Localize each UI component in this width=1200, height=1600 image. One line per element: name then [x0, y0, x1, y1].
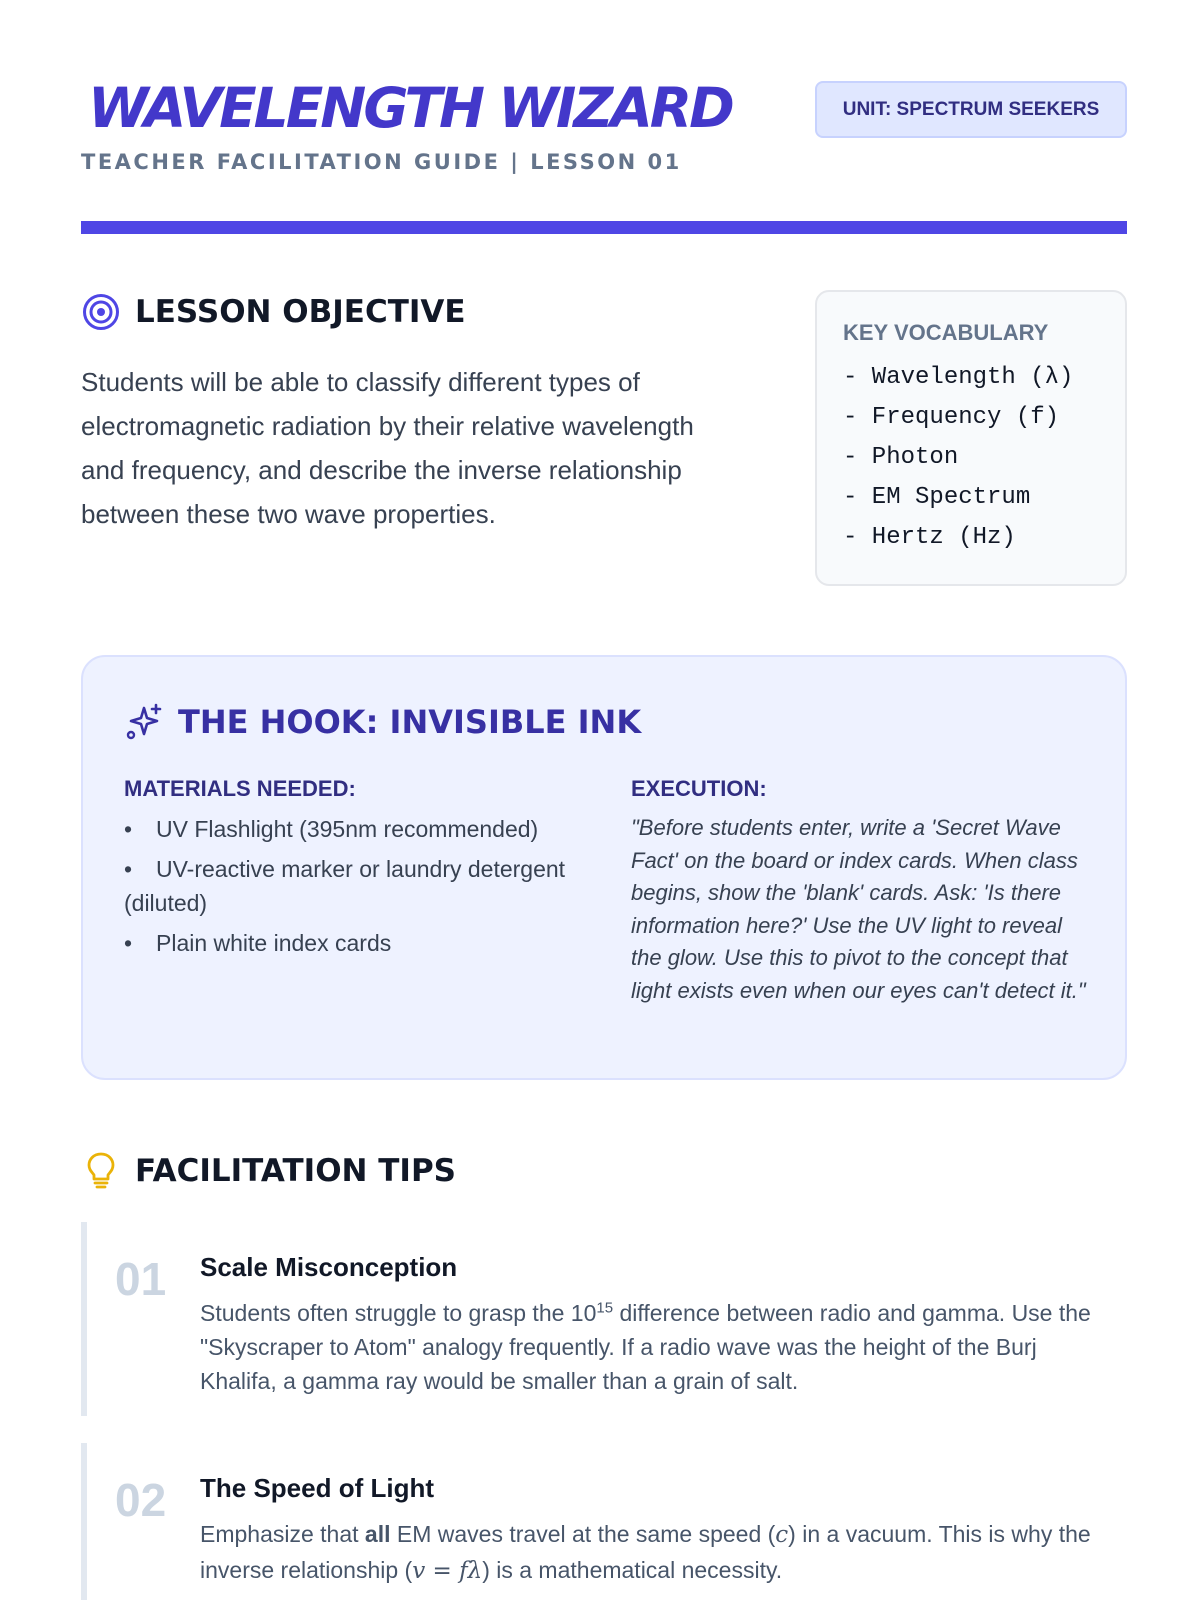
- objective-heading: [81, 292, 466, 332]
- sparkles-icon: [124, 702, 164, 742]
- objective-text: Students will be able to classify different types of electromagnetic radiation by their relative wavelength and frequency, and describe the inverse relationship between these two wave properties.: [81, 367, 694, 529]
- vocabulary-title: KEY VOCABULARY: [843, 320, 1049, 345]
- vocabulary-item: - Frequency (f): [843, 404, 1060, 431]
- materials-item: • UV-reactive marker or laundry detergent (diluted): [124, 852, 594, 920]
- vocabulary-item: - EM Spectrum: [843, 484, 1031, 511]
- vocabulary-item: - Hertz (Hz): [843, 524, 1016, 551]
- tip-title: Scale Misconception: [200, 1252, 458, 1282]
- execution-label: EXECUTION:: [631, 776, 767, 801]
- tip-body: Emphasize that all EM waves travel at the same speed (c) in a vacuum. This is why the inverse relationship (v = fλ) is a mathematical necessity.: [200, 1521, 1091, 1584]
- materials-label: MATERIALS NEEDED:: [124, 776, 356, 801]
- hook-heading-text: THE HOOK: INVISIBLE INK: [178, 703, 642, 741]
- vocabulary-item: - Photon: [843, 444, 959, 471]
- tip-title: The Speed of Light: [200, 1473, 434, 1503]
- tip-number: 01: [115, 1253, 167, 1305]
- vocabulary-list: [843, 358, 1099, 558]
- tip-body: Students often struggle to grasp the $10^{15}$ difference between radio and gamma. Use the "Skyscraper to Atom" analogy frequently. If a radio wave was the height of the Burj Khalifa, a gamma ray would be smaller than a grain of salt.: [200, 1299, 1091, 1394]
- target-icon: [81, 292, 121, 332]
- execution-text: "Before students enter, write a 'Secret Wave Fact' on the board or index cards. When class begins, show the 'blank' cards. Ask: 'Is there information here?' Use the UV light to reveal the glow. Use this to pivot to the concept that light exists even when our eyes can't detect it.": [631, 815, 1086, 1003]
- tip-item: [81, 1222, 1127, 1416]
- tip-number: 02: [115, 1474, 167, 1526]
- tips-heading-text: FACILITATION TIPS: [135, 1153, 457, 1189]
- unit-badge: UNIT: SPECTRUM SEEKERS: [815, 81, 1127, 138]
- tips-heading: [81, 1151, 456, 1191]
- tip-item: [81, 1443, 1127, 1600]
- vocabulary-item: - Wavelength (λ): [843, 364, 1074, 391]
- materials-list: [124, 812, 594, 966]
- vocabulary-card: [815, 290, 1127, 586]
- materials-item: • UV Flashlight (395nm recommended): [124, 812, 594, 846]
- page-title: WAVELENGTH WIZARD: [88, 76, 732, 140]
- header-divider: [81, 221, 1127, 234]
- page-subtitle: TEACHER FACILITATION GUIDE | LESSON 01: [81, 150, 682, 174]
- hook-heading: [124, 702, 641, 742]
- objective-heading-text: LESSON OBJECTIVE: [135, 294, 466, 330]
- lightbulb-icon: [81, 1151, 121, 1191]
- materials-item: • Plain white index cards: [124, 926, 594, 960]
